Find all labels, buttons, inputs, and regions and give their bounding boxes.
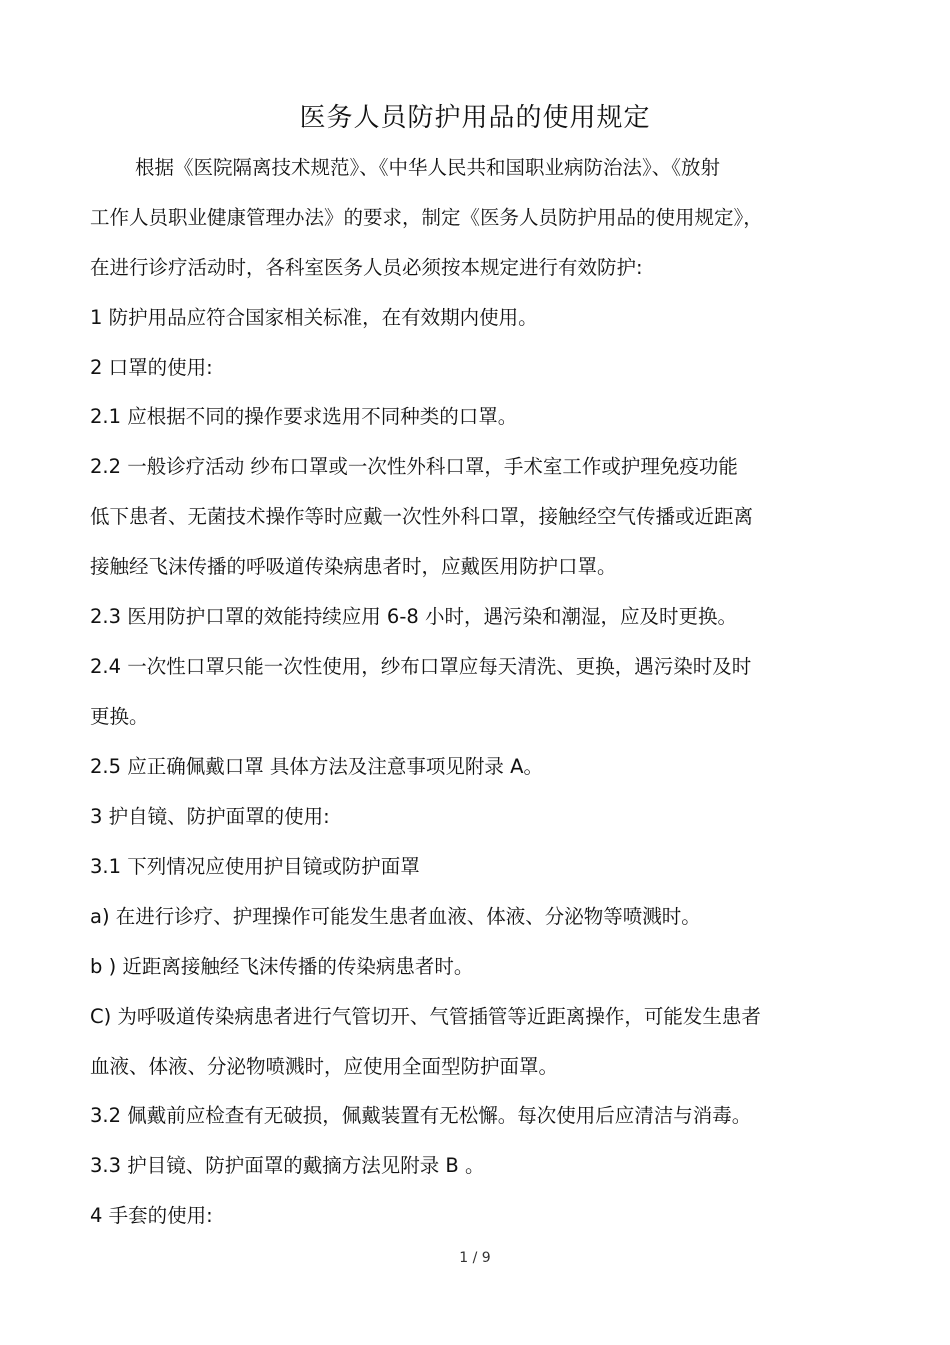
section-heading: 4 手套的使用: bbox=[90, 1204, 213, 1227]
document-title: 医务人员防护用品的使用规定 bbox=[299, 103, 651, 133]
section-heading: 3 护自镜、防护面罩的使用: bbox=[90, 805, 330, 828]
section-heading: 2 口罩的使用: bbox=[90, 356, 213, 379]
paragraph-line: 血液、体液、分泌物喷溅时，应使用全面型防护面罩。 bbox=[90, 1055, 559, 1078]
paragraph-line: 工作人员职业健康管理办法》的要求，制定《医务人员防护用品的使用规定》， bbox=[90, 206, 763, 229]
page-number: 1 / 9 bbox=[459, 1250, 491, 1266]
paragraph-line: 2.1 应根据不同的操作要求选用不同种类的口罩。 bbox=[90, 405, 518, 428]
paragraph-line: 低下患者、无菌技术操作等时应戴一次性外科口罩，接触经空气传播或近距离 bbox=[90, 505, 754, 528]
paragraph-line: 3.2 佩戴前应检查有无破损，佩戴装置有无松懈。每次使用后应清洁与消毒。 bbox=[90, 1104, 752, 1127]
paragraph-line: 2.3 医用防护口罩的效能持续应用 6-8 小时，遇污染和潮湿，应及时更换。 bbox=[90, 605, 737, 628]
paragraph-line: 在进行诊疗活动时，各科室医务人员必须按本规定进行有效防护: bbox=[90, 256, 643, 279]
paragraph-line: 2.2 一般诊疗活动 纱布口罩或一次性外科口罩，手术室工作或护理免疫功能 bbox=[90, 455, 738, 478]
paragraph-line: 2.5 应正确佩戴口罩 具体方法及注意事项见附录 A。 bbox=[90, 755, 543, 778]
list-item: C) 为呼吸道传染病患者进行气管切开、气管插管等近距离操作，可能发生患者 bbox=[90, 1005, 761, 1028]
paragraph-line: 根据《医院隔离技术规范》、《中华人民共和国职业病防治法》、《放射 bbox=[135, 156, 721, 179]
list-item: b ) 近距离接触经飞沫传播的传染病患者时。 bbox=[90, 955, 474, 978]
paragraph-line: 2.4 一次性口罩只能一次性使用，纱布口罩应每天清洗、更换，遇污染时及时 bbox=[90, 655, 752, 678]
paragraph-line: 接触经飞沫传播的呼吸道传染病患者时，应戴医用防护口罩。 bbox=[90, 555, 617, 578]
list-item: a) 在进行诊疗、护理操作可能发生患者血液、体液、分泌物等喷溅时。 bbox=[90, 905, 701, 928]
paragraph-line: 1 防护用品应符合国家相关标准，在有效期内使用。 bbox=[90, 306, 538, 329]
paragraph-line: 3.3 护目镜、防护面罩的戴摘方法见附录 B 。 bbox=[90, 1154, 485, 1177]
paragraph-line: 3.1 下列情况应使用护目镜或防护面罩 bbox=[90, 855, 420, 878]
paragraph-line: 更换。 bbox=[90, 705, 149, 728]
